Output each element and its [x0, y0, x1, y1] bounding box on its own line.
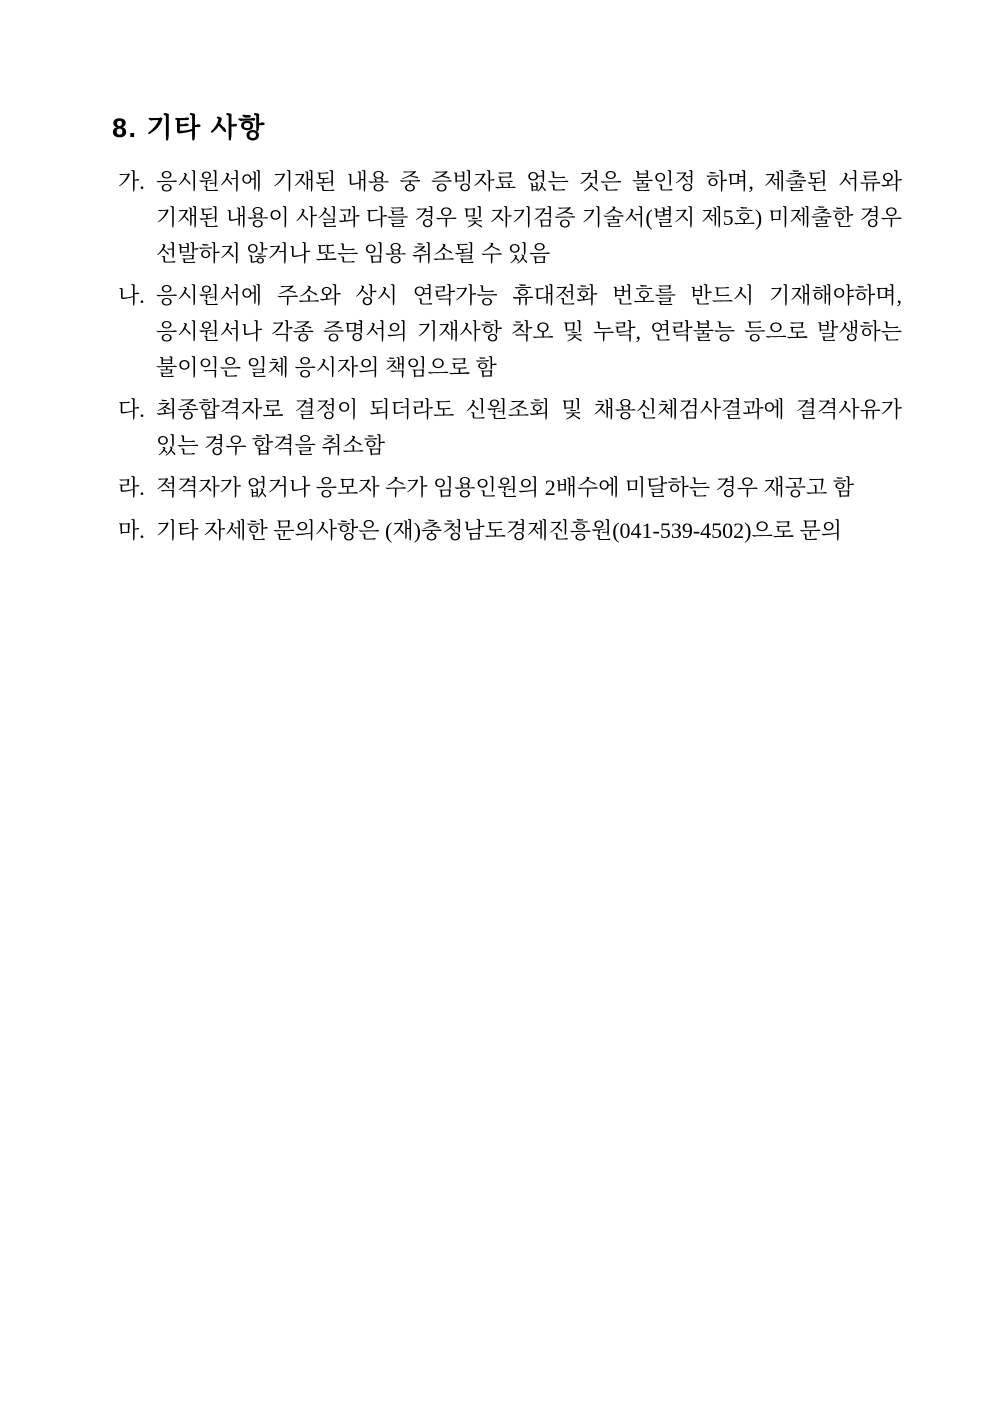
list-item-text: 적격자가 없거나 응모자 수가 임용인원의 2배수에 미달하는 경우 재공고 함 — [156, 475, 855, 501]
list-item — [112, 278, 902, 385]
document-content — [112, 112, 902, 556]
list-item — [112, 513, 902, 549]
page-title: 8. 기타 사항 — [112, 113, 266, 143]
list-item-marker: 다. — [118, 397, 145, 423]
list-item-marker: 가. — [118, 169, 145, 195]
list-item-marker: 라. — [118, 475, 145, 501]
list-item-text: 기타 자세한 문의사항은 (재)충청남도경제진흥원(041-539-4502)으로 문의 — [156, 518, 843, 544]
list-item-marker: 마. — [118, 518, 145, 544]
list-item — [112, 392, 902, 463]
list-item-text: 최종합격자로 결정이 되더라도 신원조회 및 채용신체검사결과에 결격사유가 있는 경우 합격을 취소함 — [156, 397, 902, 458]
list-item-text: 응시원서에 기재된 내용 중 증빙자료 없는 것은 불인정 하며, 제출된 서류와 기재된 내용이 사실과 다를 경우 및 자기검증 기술서(별지 제5호) 미제출한 경우 선발하지 않거나 또는 임용 취소될 수 있음 — [156, 169, 902, 266]
list-item — [112, 470, 902, 506]
list-item-marker: 나. — [118, 283, 145, 309]
list-item-text: 응시원서에 주소와 상시 연락가능 휴대전화 번호를 반드시 기재해야하며, 응시원서나 각종 증명서의 기재사항 착오 및 누락, 연락불능 등으로 발생하는 불이익은 일체 응시자의 책임으로 함 — [156, 283, 902, 380]
list-item — [112, 164, 902, 271]
